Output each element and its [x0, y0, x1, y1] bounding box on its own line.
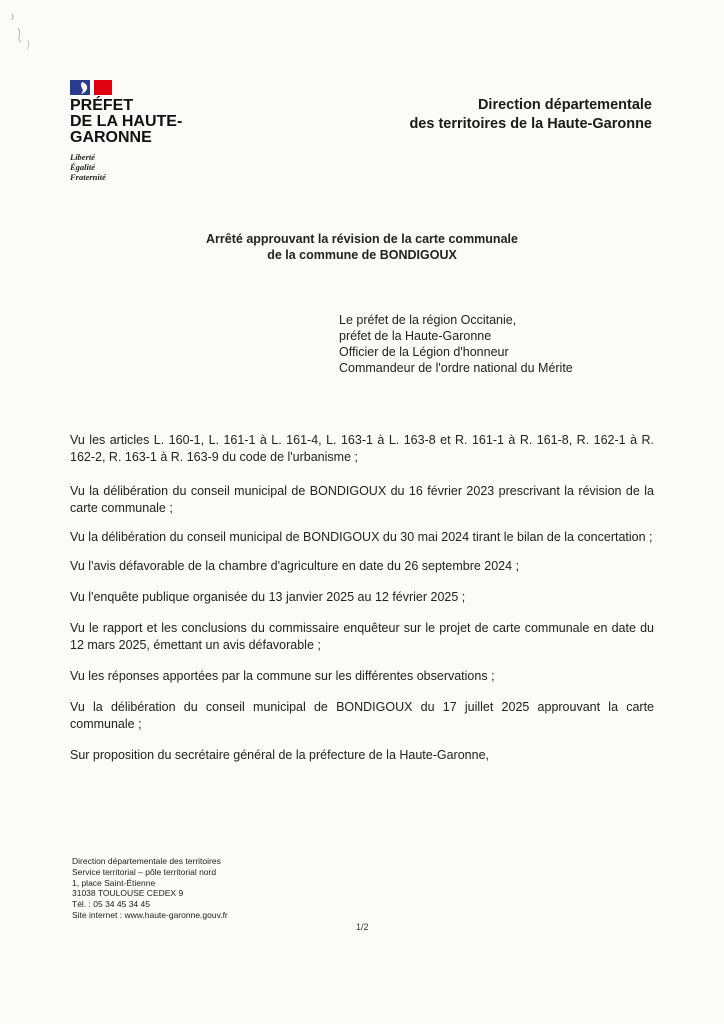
marianne-logo-icon	[70, 80, 112, 95]
visas-section	[70, 432, 654, 764]
logo-line: GARONNE	[70, 129, 152, 146]
direction-line: des territoires de la Haute-Garonne	[409, 116, 652, 132]
republic-motto	[70, 152, 106, 182]
address-line: Tél. : 05 34 45 34 45	[72, 899, 150, 910]
scan-marks	[8, 10, 38, 60]
address-line: Direction départementale des territoires	[72, 856, 221, 866]
address-line: 1, place Saint-Étienne	[72, 877, 156, 888]
page-number: 1/2	[356, 922, 369, 932]
identity-line: Commandeur de l'ordre national du Mérite	[339, 361, 573, 375]
visa-paragraph: Vu les réponses apportées par la commune sur les différentes observations ;	[70, 669, 495, 683]
visa-paragraph: Vu l'enquête publique organisée du 13 janvier 2025 au 12 février 2025 ;	[70, 590, 466, 604]
motto-line: Fraternité	[70, 172, 106, 182]
visa-paragraph: Vu le rapport et les conclusions du commissaire enquêteur sur le projet de carte communale en date du 12 mars 2025, émettant un avis défavorable ;	[70, 621, 654, 652]
motto-line: Liberté	[70, 152, 96, 162]
issuing-direction	[409, 96, 652, 134]
prefect-identity	[339, 312, 573, 376]
title-line: de la commune de BONDIGOUX	[267, 248, 457, 262]
visa-paragraph: Vu les articles L. 160-1, L. 161-1 à L. 161-4, L. 163-1 à L. 163-8 et R. 161-1 à R. 161-8, R. 162-1 à R. 162-2, R. 163-1 à R. 163-9 du code de l'urbanisme ;	[70, 433, 654, 464]
visa-paragraph: Vu la délibération du conseil municipal de BONDIGOUX du 17 juillet 2025 approuvant la carte communale ;	[70, 700, 654, 731]
identity-line: préfet de la Haute-Garonne	[339, 329, 492, 343]
visa-paragraph: Vu l'avis défavorable de la chambre d'agriculture en date du 26 septembre 2024 ;	[70, 559, 520, 573]
direction-line: Direction départementale	[477, 97, 652, 113]
prefet-logo-text	[70, 98, 210, 146]
address-line: Service territorial – pôle territorial nord	[72, 866, 217, 877]
address-line: 31038 TOULOUSE CEDEX 9	[72, 888, 184, 899]
title-line: Arrêté approuvant la révision de la carte communale	[206, 232, 518, 246]
logo-line: DE LA HAUTE-	[70, 113, 183, 130]
motto-line: Égalité	[70, 162, 96, 172]
logo-line: PRÉFET	[70, 97, 134, 114]
visa-paragraph: Vu la délibération du conseil municipal de BONDIGOUX du 16 février 2023 prescrivant la révision de la carte communale ;	[70, 484, 654, 515]
address-line: Site internet : www.haute-garonne.gouv.fr	[72, 909, 228, 920]
visa-paragraph: Vu la délibération du conseil municipal de BONDIGOUX du 30 mai 2024 tirant le bilan de la concertation ;	[70, 530, 653, 544]
identity-line: Le préfet de la région Occitanie,	[339, 313, 517, 327]
footer-address	[72, 856, 228, 921]
proposal-paragraph: Sur proposition du secrétaire général de la préfecture de la Haute-Garonne,	[70, 748, 490, 762]
document-title	[0, 231, 724, 263]
identity-line: Officier de la Légion d'honneur	[339, 345, 509, 359]
